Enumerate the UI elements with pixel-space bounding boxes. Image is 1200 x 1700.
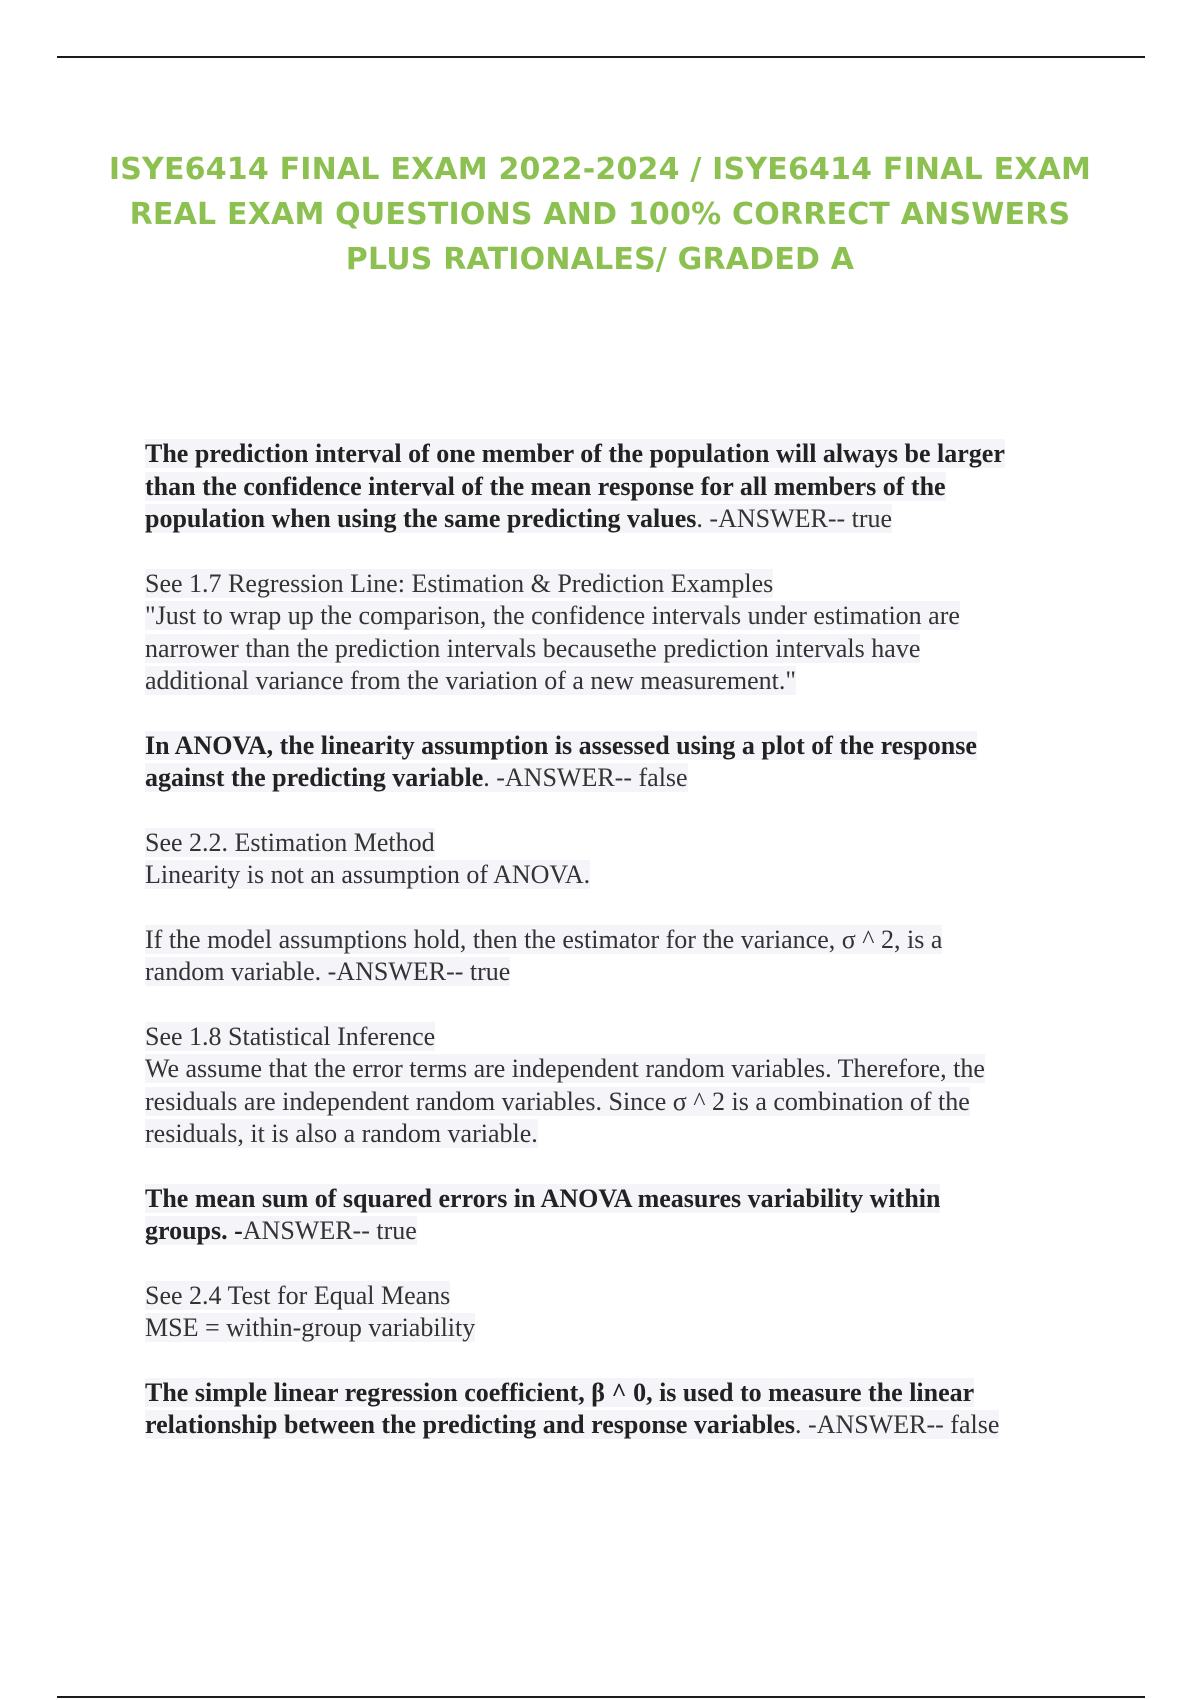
- question-2: [145, 730, 1085, 795]
- rationale-line: We assume that the error terms are independent random variables. Therefore, the: [145, 1054, 985, 1083]
- answer-text: . -ANSWER-- false: [795, 1410, 1000, 1439]
- question-text: than the confidence interval of the mean response for all members of the: [145, 471, 946, 501]
- rationale-line: residuals are independent random variables. Since σ ^ 2 is a combination of the: [145, 1086, 970, 1116]
- rationale-4: [145, 1280, 1085, 1345]
- rationale-line: See 2.2. Estimation Method: [145, 827, 435, 857]
- question-text: The simple linear regression coefficient, β ^ 0, is used to measure the linear: [145, 1377, 975, 1407]
- top-rule: [57, 56, 1145, 58]
- title-line: REAL EXAM QUESTIONS AND 100% CORRECT ANSWERS: [129, 197, 1071, 232]
- rationale-line: Linearity is not an assumption of ANOVA.: [145, 860, 591, 889]
- rationale-line: "Just to wrap up the comparison, the confidence intervals under estimation are: [145, 601, 960, 630]
- rationale-line: residuals, it is also a random variable.: [145, 1119, 538, 1148]
- rationale-line: See 2.4 Test for Equal Means: [145, 1280, 451, 1310]
- question-1: [145, 438, 1085, 536]
- document-title: [100, 147, 1100, 282]
- rationale-line: See 1.7 Regression Line: Estimation & Prediction Examples: [145, 568, 774, 598]
- question-text: groups. -: [145, 1216, 243, 1245]
- question-text: The prediction interval of one member of the population will always be larger: [145, 439, 1005, 468]
- question-5: [145, 1377, 1085, 1442]
- question-text: against the predicting variable: [145, 763, 484, 792]
- title-line: ISYE6414 FINAL EXAM 2022-2024 / ISYE6414 FINAL EXAM: [108, 152, 1092, 187]
- rationale-2: [145, 827, 1085, 892]
- rationale-line: MSE = within-group variability: [145, 1313, 476, 1342]
- question-text: The mean sum of squared errors in ANOVA measures variability within: [145, 1183, 941, 1213]
- question-3: [145, 924, 1085, 989]
- question-text: relationship between the predicting and response variables: [145, 1410, 796, 1439]
- rationale-line: narrower than the prediction intervals becausethe prediction intervals have: [145, 633, 921, 663]
- question-text: random variable. -ANSWER-- true: [145, 957, 511, 986]
- bottom-rule: [57, 1696, 1145, 1698]
- rationale-line: See 1.8 Statistical Inference: [145, 1021, 436, 1051]
- rationale-line: additional variance from the variation of a new measurement.": [145, 666, 796, 695]
- answer-text: . -ANSWER-- false: [483, 763, 688, 792]
- rationale-1: [145, 568, 1085, 698]
- answer-text: ANSWER-- true: [242, 1216, 417, 1245]
- question-text: population when using the same predicting values: [145, 504, 697, 533]
- qa-content: [145, 438, 1085, 1474]
- title-line: PLUS RATIONALES/ GRADED A: [345, 242, 855, 277]
- question-text: If the model assumptions hold, then the estimator for the variance, σ ^ 2, is a: [145, 924, 943, 954]
- rationale-3: [145, 1021, 1085, 1151]
- question-text: In ANOVA, the linearity assumption is assessed using a plot of the response: [145, 730, 977, 760]
- question-4: [145, 1183, 1085, 1248]
- answer-text: . -ANSWER-- true: [696, 504, 893, 533]
